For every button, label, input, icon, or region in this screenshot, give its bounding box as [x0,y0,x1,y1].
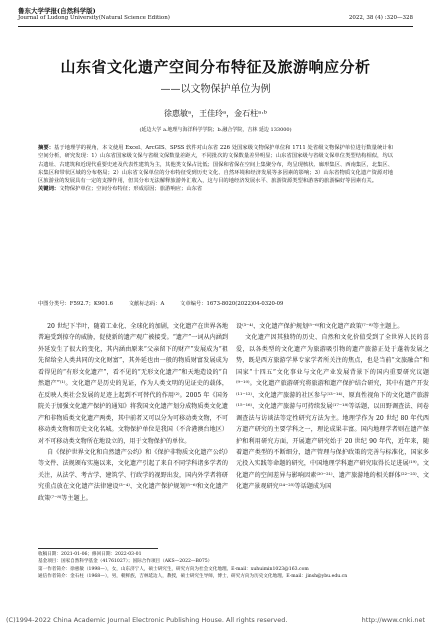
copyright-text: (C)1994-2022 China Academic Journal Electronic Publishing House. All rights reserved. [6,616,288,624]
paragraph: 20 世纪下半叶，随着工业化、全球化的加剧，文化遗产在世界各地普遍受到掠夺的威胁，促使新的遗产观广被接受。“遗产”一词从内涵到外延发生了很大的变化，其内涵由原来“父亲留下的财产”发展成为“祖先留给全人类共同的文化财富”，其外延也由一般的物质财富发展成为看得见的“有形文化遗产”，看不见的“无形文化遗产”和天地造设的“自然遗产”⁽¹⁾。文化遗产是历史的见证，作为人类文明的见证史的载体，在反映人类社会发展的足迹上起到不可替代的作用⁽²⁾。2005 年《国务院关于加强文化遗产保护的通知》将我国文化遗产划分成物质类文化遗产和非物质类文化遗产两类，其中前者又可以分为可移动类文物，不可移动类文物和历史文化名城。文物保护单位是我国（不含港澳台地区）对不可移动类文物所在地设立的，用于文物保护的单位。 [38,323,228,445]
copyright-bar [6,616,425,624]
body-column-right [236,321,429,493]
journal-name-cn: 鲁东大学学报(自然科学版) [18,7,96,15]
paper-title: 山东省文化遗产空间分布特征及旅游响应分析 [60,58,371,76]
footnote-rule [38,548,158,549]
clc-number: 中图分类号：F592.7；K901.6 [38,301,114,307]
footnote-received: 收稿日期：2021-01-06；修回日期：2022-03-01 [38,552,142,557]
footnote-corresponding-author: 通信作者简介：金石柱（1968—），男，朝鲜族，吉林延边人，教授，硕士研究生导师，博士，研究方向为历史文化地理。E-mail：jinsh@ybu.edu.cn [38,574,348,580]
keywords-label: 关键词： [38,186,60,193]
footnote-first-author: 第一作者简介：徐惠敏（1998—），女，山东济宁人，硕士研究生，研究方向为社会文化地理。E-mail：xuhuimin1023@163.com [38,566,309,572]
footnote-funding: 基金项目：国家自然科学基金（41761027）；国际合作项目（AKS—2022—B075） [38,559,213,565]
document-code: 文献标志码：A [128,301,165,307]
paper-subtitle: ——以文物保护单位为例 [160,84,271,95]
abstract-text: 基于地理学的视角，本文使用 Excel、ArcGIS、SPSS 软件对山东省 226 处国家级文物保护单位和 1711 处省级文物保护单位进行数量统计和空间分析，研究发现：1）山东省国家级文保与省级文保数量差距大，不同批次的文保数量差异明显；山东省国家级与省级文保单位类型结构相似，均以古遗址、古建筑和近现代重要史迹及代表性建筑为主，其他类文保占比低；国保和省保在空间上集聚分布，均呈现核状、廊形集区、西南集区，北集区、东集区和带状区域的分布格局；2）山东省文保单位的分布特征受到历史文化、自然环境和经济发展等多因素的影响；3）山东省物质文化遗产资源对地区旅游业的发展具有一定的支撑作用，但其分布无法解释旅游外汇收入，这与目的地经济发展水平、旅游资源类型和游客的旅游偏好等因素有关。 [38,145,393,185]
abstract [38,144,393,194]
abstract-label: 摘要： [38,145,55,151]
paragraph: 设⁽³⁻⁴⁾、文化遗产保护规划⁽⁵⁻⁶⁾和文化遗产政策⁽⁷⁻⁸⁾等主题上。 [236,323,404,330]
body-column-left [38,321,228,504]
article-number: 文章编号：1673-8020(2022)04-0320-09 [180,301,284,307]
footnotes [38,551,423,581]
paragraph: 文化遗产因其独特的历史、自然和文化价值受到了全世界人民的喜爱，以各类型的文化遗产为旅游吸引物的遗产旅游正处于蓬勃发展之势，既是西方旅游学界专家学者所关注的焦点，也是当前“文旅融合”和国家“十四五”文化事业与文化产业发展背景下的国内重要研究议题⁽⁹⁻¹⁰⁾。文化遗产旅游研究将旅游和遗产保护结合研究，其中有遗产开发⁽¹¹⁻¹²⁾、文化遗产旅游的社区参与⁽¹³⁻¹⁴⁾、原真性视角下的文化遗产旅游⁽¹⁵⁻¹⁶⁾、文化遗产旅游与可持续发展⁽¹⁷⁻¹⁸⁾等话题，以田野调查法、问卷调查法与访谈法等定性研究方法为主。地理学作为 20 世纪 80 年代西方遗产研究的主要学科之一，理论成果丰富。国内地理学者则在遗产保护和利用研究方面，开展遗产研究始于 20 世纪 90 年代，近年来，随着遗产类型的不断细分，遗产管理与保护政策的完善与标准化，国家多元投入实践等命题的研究，中国地理学科遗产研究取得长足进展⁽¹⁹⁾。文化遗产的空间差异与影响因素⁽²⁰⁻²¹⁾、遗产旅游地的相关群体⁽²²⁻²³⁾、文化遗产景观研究⁽²⁴⁻²⁵⁾等话题成为国 [236,334,429,491]
paragraph: 自《保护世界文化和自然遗产公约》和《保护非物质文化遗产公约》等文件、法规颁布实施以来，文化遗产引起了来自不同学科诸多学者的关注，从法学、考古学、建筑学、行政学的视野出发，国内外学者将研究重点放在文化遗产法律建设⁽³⁻⁴⁾、文化遗产保护规划⁽⁵⁻⁶⁾和文化遗产政策⁽⁷⁻⁸⁾等主题上。 [38,448,228,502]
journal-name-en: Journal of Ludong University(Natural Science Edition) [18,15,170,21]
running-header [18,8,413,22]
authors: 徐惠敏ᵃ，王佳玲ᵃ，金石柱ᵃ·ᵇ [164,109,267,118]
cnki-link[interactable]: http://www.cnki.net [361,616,425,624]
header-rule [18,26,413,27]
affiliation: (延边大学 a.地理与海洋科学学院；b.融合学院，吉林 延边 133000) [139,127,292,133]
issue-info: 2022, 38 (4) :320—328 [348,15,413,21]
keywords: 文物保护单位；空间分布特征；形成原因；旅游响应；山东省 [59,186,203,193]
classification-line [38,300,393,308]
